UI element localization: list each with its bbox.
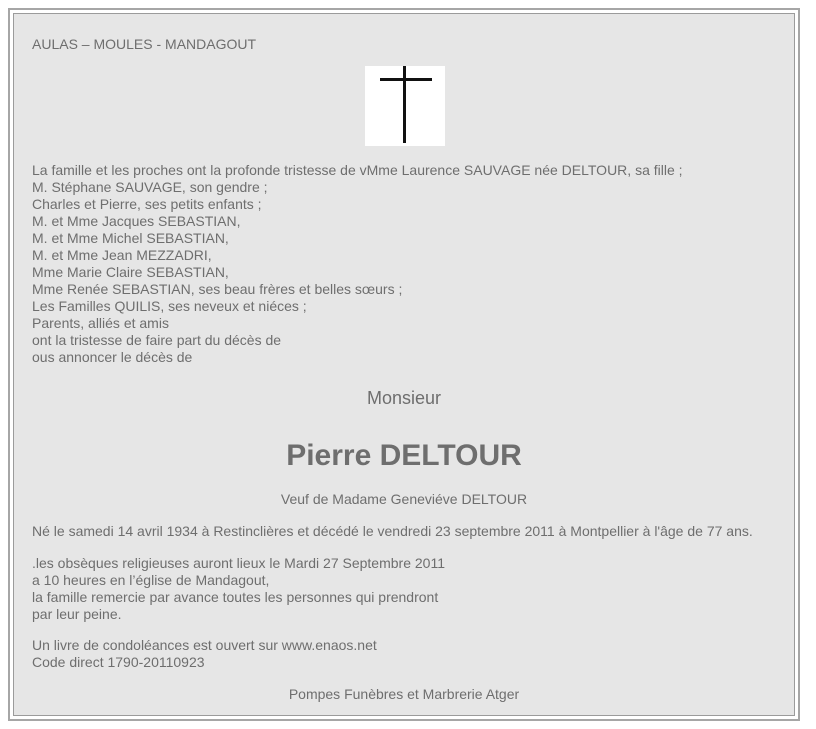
family-line: La famille et les proches ont la profonde tristesse de vMme Laurence SAUVAGE née DELTOUR, sa fille ; bbox=[32, 162, 683, 178]
family-line: Mme Renée SEBASTIAN, ses beau frères et belles sœurs ; bbox=[32, 281, 403, 297]
family-line: M. et Mme Jean MEZZADRI, bbox=[32, 247, 212, 263]
family-line: M. Stéphane SAUVAGE, son gendre ; bbox=[32, 179, 268, 195]
family-line: ont la tristesse de faire part du décès de bbox=[32, 332, 282, 348]
family-line: M. et Mme Jacques SEBASTIAN, bbox=[32, 213, 241, 229]
condolence-code: Code direct 1790-20110923 bbox=[32, 654, 205, 670]
family-line: ous annoncer le décès de bbox=[32, 349, 193, 365]
funeral-line: la famille remercie par avance toutes les personnes qui prendront bbox=[32, 589, 439, 605]
funeral-line: .les obsèques religieuses auront lieux le Mardi 27 Septembre 2011 bbox=[32, 555, 445, 571]
deceased-title: Monsieur bbox=[366, 388, 442, 408]
family-line: M. et Mme Michel SEBASTIAN, bbox=[32, 230, 229, 246]
cross-horizontal-bar bbox=[380, 78, 432, 81]
latin-cross-icon bbox=[365, 66, 445, 146]
family-line: Mme Marie Claire SEBASTIAN, bbox=[32, 264, 229, 280]
family-line: Les Familles QUILIS, ses neveux et niéces ; bbox=[32, 298, 307, 314]
notice-frame bbox=[8, 8, 800, 721]
family-line: Parents, alliés et amis bbox=[32, 315, 169, 331]
funeral-line: par leur peine. bbox=[32, 606, 122, 622]
birth-death-line: Né le samedi 14 avril 1934 à Restinclières et décédé le vendredi 23 septembre 2011 à Montpellier à l'âge de 77 ans. bbox=[32, 523, 753, 539]
condolence-line: Un livre de condoléances est ouvert sur www.enaos.net bbox=[32, 637, 377, 653]
funeral-line: a 10 heures en l’église de Mandagout, bbox=[32, 572, 270, 588]
condolence-info bbox=[32, 637, 377, 671]
widow-line: Veuf de Madame Geneviéve DELTOUR bbox=[280, 491, 528, 507]
funeral-details bbox=[32, 555, 445, 623]
notice-panel bbox=[13, 13, 795, 716]
family-line: Charles et Pierre, ses petits enfants ; bbox=[32, 196, 262, 212]
location-heading: AULAS – MOULES - MANDAGOUT bbox=[32, 36, 257, 52]
family-announcement bbox=[32, 162, 683, 366]
funeral-home-footer: Pompes Funèbres et Marbrerie Atger bbox=[288, 686, 520, 702]
deceased-name: Pierre DELTOUR bbox=[286, 439, 522, 472]
